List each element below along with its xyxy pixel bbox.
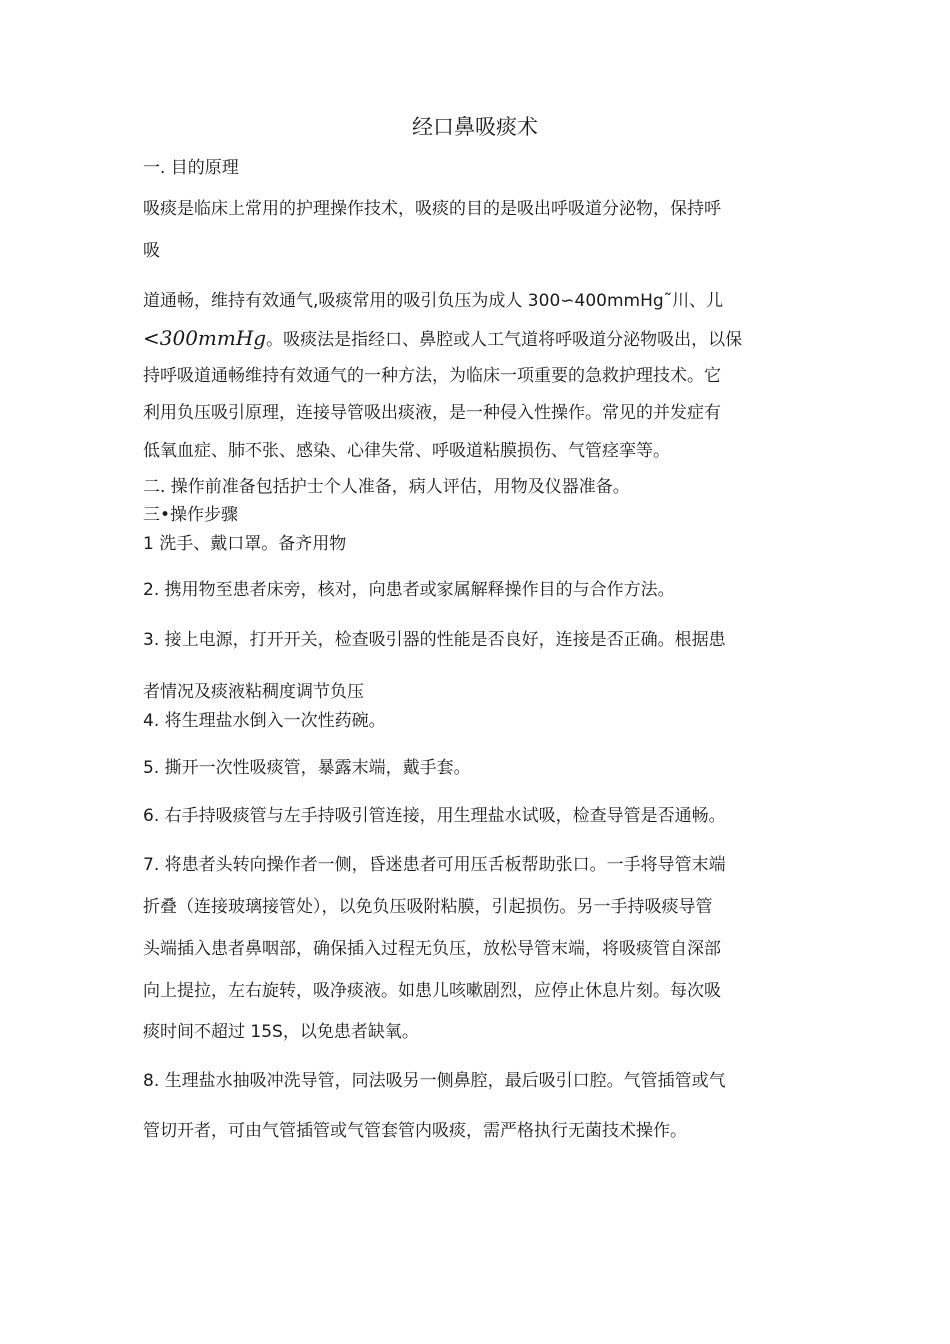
step-item: 1 洗手、戴口罩。备齐用物 bbox=[143, 534, 347, 554]
step-item-continuation: 痰时间不超过 15S，以免患者缺氧。 bbox=[143, 1022, 419, 1042]
step-item: 4. 将生理盐水倒入一次性药碗。 bbox=[143, 711, 386, 731]
pressure-formula: <300mmHg bbox=[143, 326, 267, 350]
section1-heading: 一. 目的原理 bbox=[143, 158, 239, 178]
step-item: 8. 生理盐水抽吸冲洗导管，同法吸另一侧鼻腔，最后吸引口腔。气管插管或气 bbox=[143, 1071, 726, 1091]
paragraph-line: 持呼吸道通畅维持有效通气的一种方法，为临床一项重要的急救护理技术。它 bbox=[143, 366, 721, 386]
step-item: 2. 携用物至患者床旁，核对，向患者或家属解释操作目的与合作方法。 bbox=[143, 580, 675, 600]
paragraph-line: 吸痰是临床上常用的护理操作技术，吸痰的目的是吸出呼吸道分泌物，保持呼 bbox=[143, 199, 721, 219]
step-item: 7. 将患者头转向操作者一侧，昏迷患者可用压舌板帮助张口。一手将导管末端 bbox=[143, 855, 726, 875]
step-item-continuation: 折叠（连接玻璃接管处），以免负压吸附粘膜，引起损伤。另一手持吸痰导管 bbox=[143, 897, 713, 917]
step-item: 6. 右手持吸痰管与左手持吸引管连接，用生理盐水试吸，检查导管是否通畅。 bbox=[143, 806, 726, 826]
section3-heading: 三•操作步骤 bbox=[143, 505, 239, 525]
paragraph-text: 。吸痰法是指经口、鼻腔或人工气道将呼吸道分泌物吸出，以保 bbox=[266, 330, 743, 350]
paragraph-line-with-formula bbox=[143, 327, 742, 351]
step-item-continuation: 向上提拉，左右旋转，吸净痰液。如患儿咳嗽剧烈，应停止休息片刻。每次吸 bbox=[143, 981, 721, 1001]
step-item: 3. 接上电源，打开开关，检查吸引器的性能是否良好，连接是否正确。根据患 bbox=[143, 630, 726, 650]
paragraph-line: 低氧血症、肺不张、感染、心律失常、呼吸道粘膜损伤、气管痉挛等。 bbox=[143, 441, 670, 461]
paragraph-line: 道通畅，维持有效通气,吸痰常用的吸引负压为成人 300∽400mmHg˜川、儿 bbox=[143, 291, 724, 311]
paragraph-line: 吸 bbox=[143, 241, 160, 261]
step-item-continuation: 者情况及痰液粘稠度调节负压 bbox=[143, 682, 364, 702]
section2-text: 二. 操作前准备包括护士个人准备，病人评估，用物及仪器准备。 bbox=[143, 477, 630, 497]
step-item-continuation: 头端插入患者鼻咽部，确保插入过程无负压，放松导管末端，将吸痰管自深部 bbox=[143, 939, 721, 959]
document-title: 经口鼻吸痰术 bbox=[412, 115, 538, 139]
paragraph-line: 利用负压吸引原理，连接导管吸出痰液，是一种侵入性操作。常见的并发症有 bbox=[143, 403, 721, 423]
step-item: 5. 撕开一次性吸痰管，暴露末端，戴手套。 bbox=[143, 758, 471, 778]
step-item-continuation: 管切开者，可由气管插管或气管套管内吸痰，需严格执行无菌技术操作。 bbox=[143, 1121, 687, 1141]
